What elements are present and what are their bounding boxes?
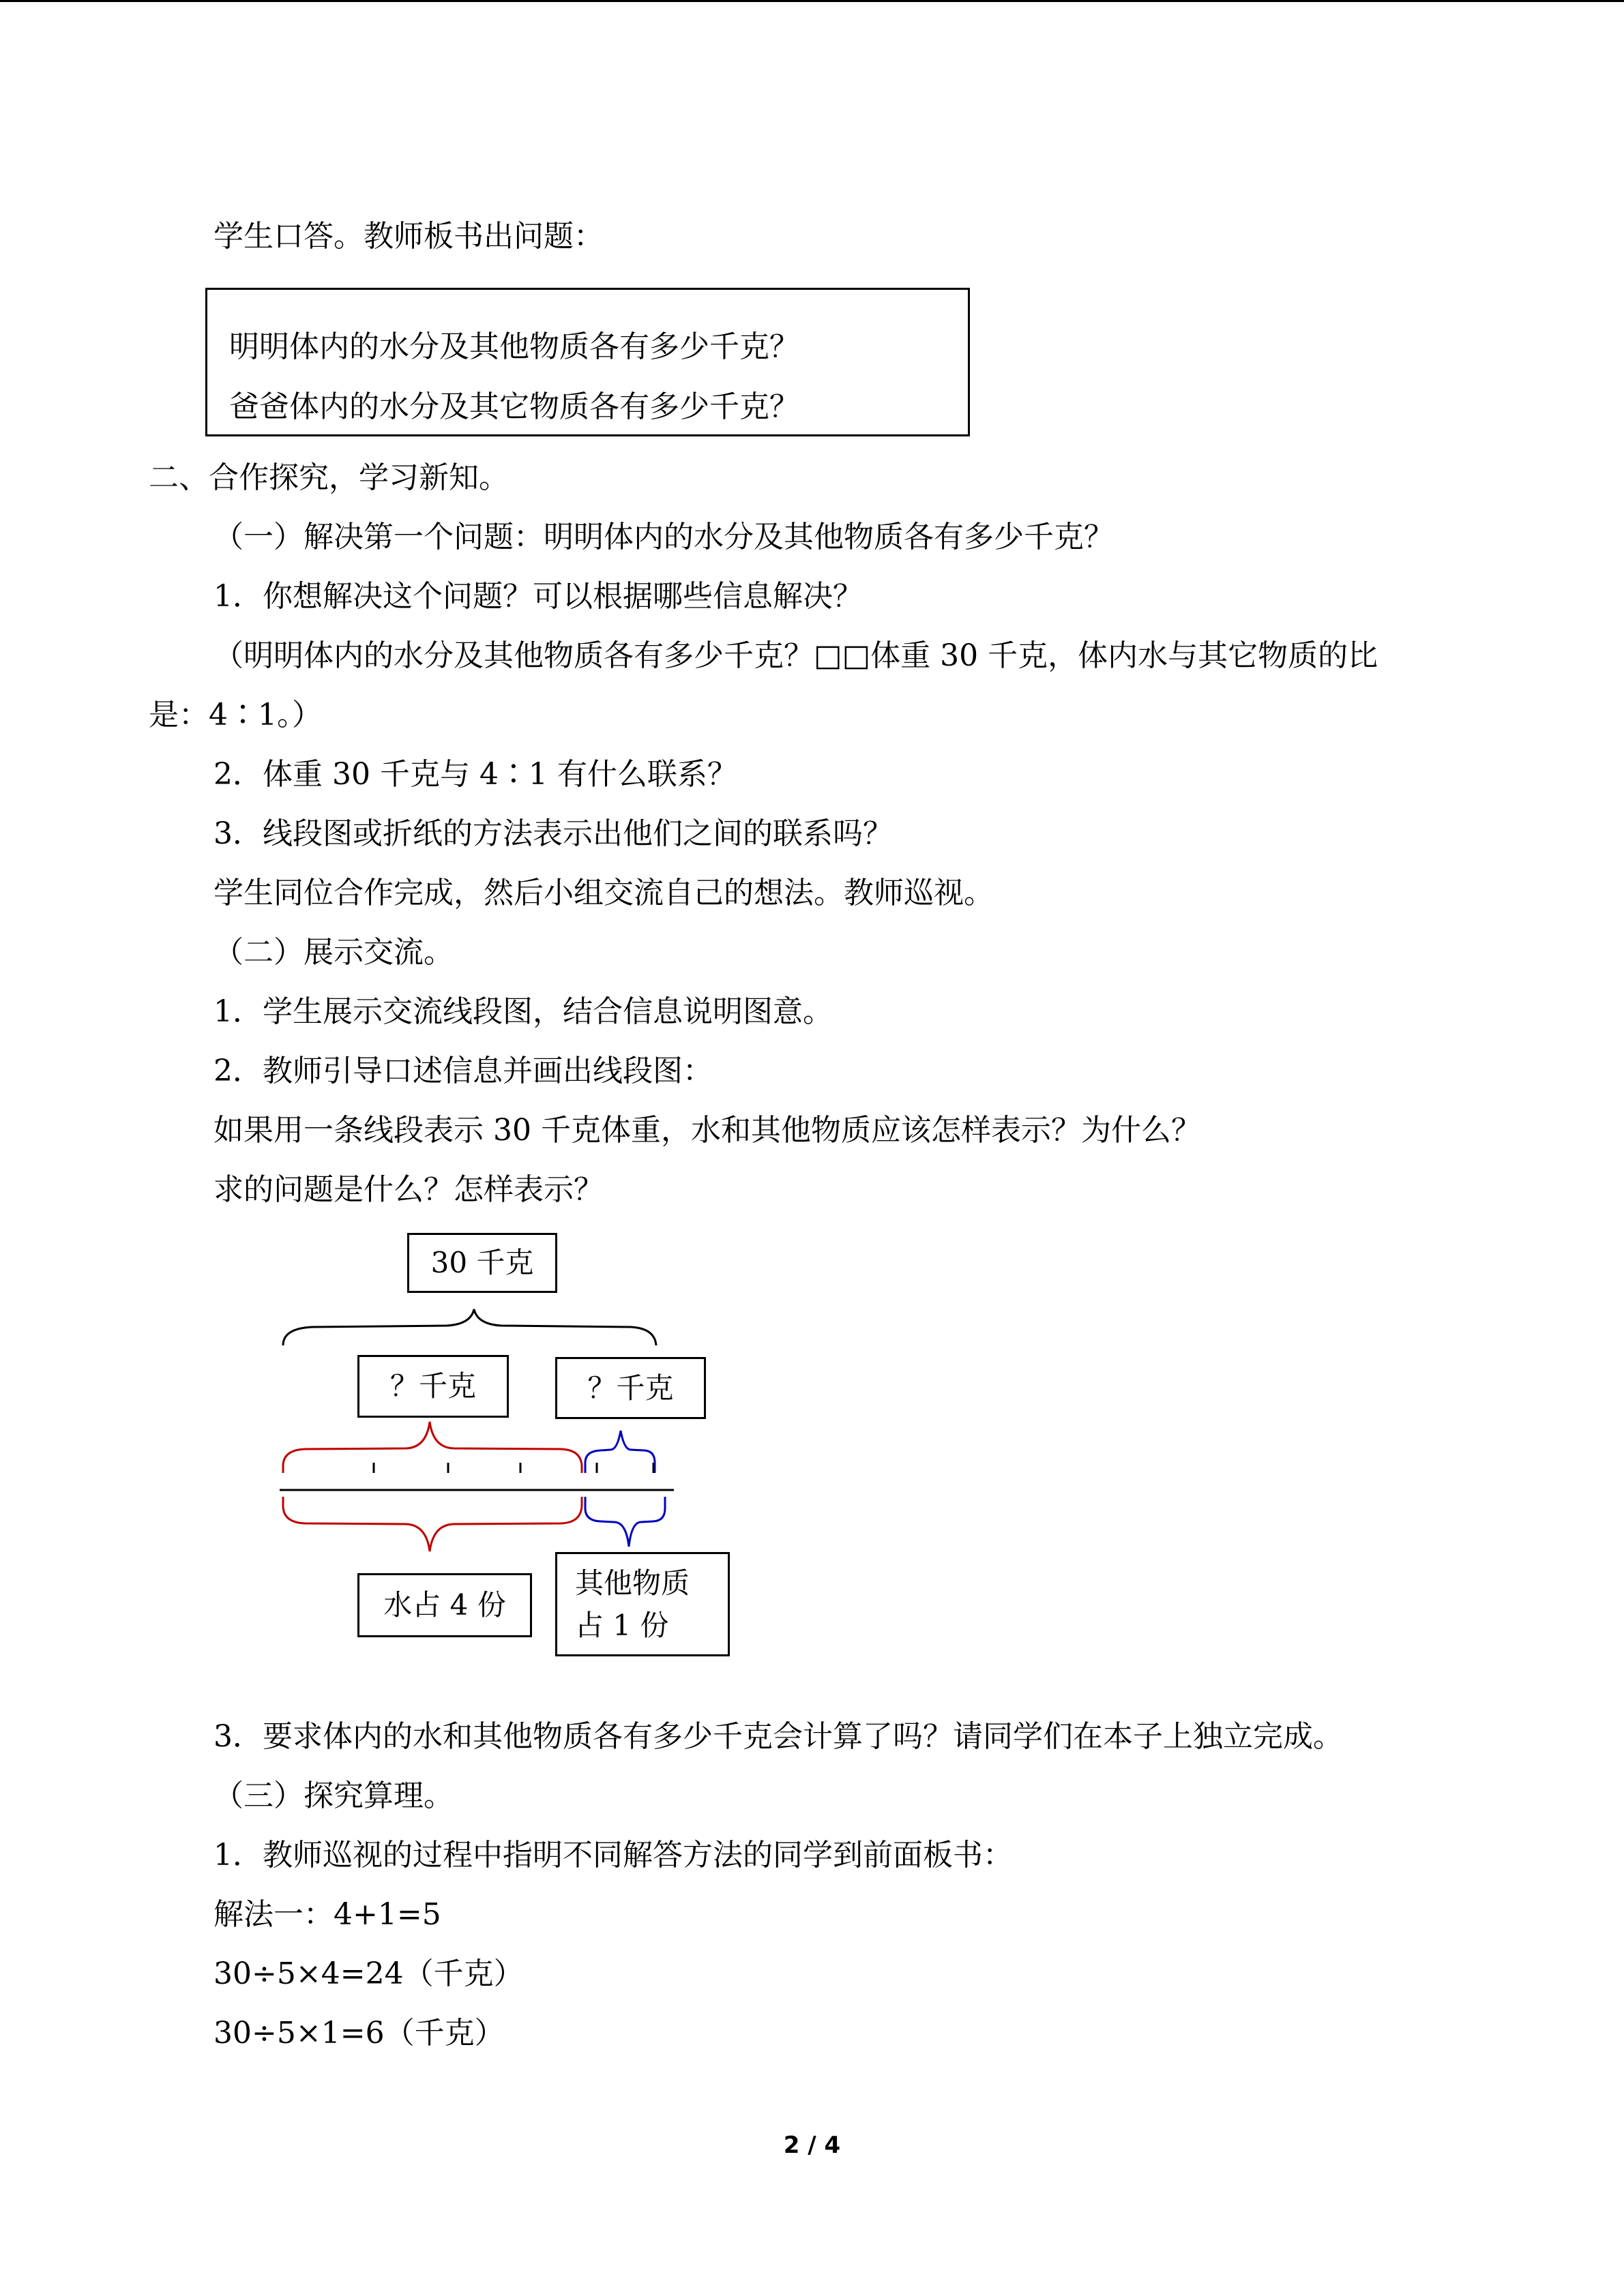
water-parts-label: 水占 4 份 <box>357 1573 532 1637</box>
other-parts-line1: 其他物质 <box>575 1566 690 1600</box>
text-line: 1．教师巡视的过程中指明不同解答方法的同学到前面板书： <box>213 1838 1013 1873</box>
other-brace-top <box>585 1431 655 1473</box>
text-line: 学生口答。教师板书出问题： <box>213 219 604 254</box>
text-line: 3．要求体内的水和其他物质各有多少千克会计算了吗？请同学们在本子上独立完成。 <box>213 1719 1343 1754</box>
other-brace-bottom <box>585 1497 665 1547</box>
other-parts-line2: 占 1 份 <box>575 1608 669 1642</box>
question-1: 明明体内的水分及其他物质各有多少千克？ <box>229 329 799 364</box>
text-line: 2．体重 30 千克与 4∶1 有什么联系？ <box>213 757 737 792</box>
equation-line: 30÷5×1=6（千克） <box>213 2016 505 2051</box>
water-brace-bottom <box>283 1497 582 1551</box>
equation-line: 30÷5×4=24（千克） <box>213 1956 524 1991</box>
text-line: 如果用一条线段表示 30 千克体重，水和其他物质应该怎样表示？为什么？ <box>213 1113 1201 1148</box>
text-line: 求的问题是什么？怎样表示？ <box>213 1172 604 1207</box>
section-heading: 二、合作探究，学习新知。 <box>149 460 509 495</box>
text-line: 3．线段图或折纸的方法表示出他们之间的联系吗？ <box>213 816 893 851</box>
text-line: （明明体内的水分及其他物质各有多少千克？□□体重 30 千克，体内水与其它物质的比 <box>213 638 1378 673</box>
subsection-heading: （一）解决第一个问题：明明体内的水分及其他物质各有多少千克？ <box>213 520 1114 554</box>
text-line: 解法一：4+1=5 <box>213 1897 441 1932</box>
subsection-heading: （二）展示交流。 <box>213 935 454 970</box>
question-2: 爸爸体内的水分及其它物质各有多少千克？ <box>229 389 799 424</box>
text-line: 1．学生展示交流线段图，结合信息说明图意。 <box>213 994 833 1029</box>
water-brace-top <box>283 1422 582 1473</box>
subsection-heading: （三）探究算理。 <box>213 1778 454 1813</box>
text-line: 学生同位合作完成，然后小组交流自己的想法。教师巡视。 <box>213 876 994 910</box>
unknown-other-label: ？千克 <box>555 1357 706 1419</box>
unknown-water-label: ？千克 <box>357 1355 509 1418</box>
text-line: 是：4∶1。） <box>149 698 322 732</box>
text-line: 2．教师引导口述信息并画出线段图： <box>213 1054 713 1088</box>
page-number: 2 / 4 <box>783 2132 841 2159</box>
other-parts-label <box>555 1552 730 1656</box>
total-brace <box>283 1309 656 1345</box>
total-weight-label: 30 千克 <box>407 1233 557 1293</box>
text-line: 1．你想解决这个问题？可以根据哪些信息解决？ <box>213 579 863 614</box>
